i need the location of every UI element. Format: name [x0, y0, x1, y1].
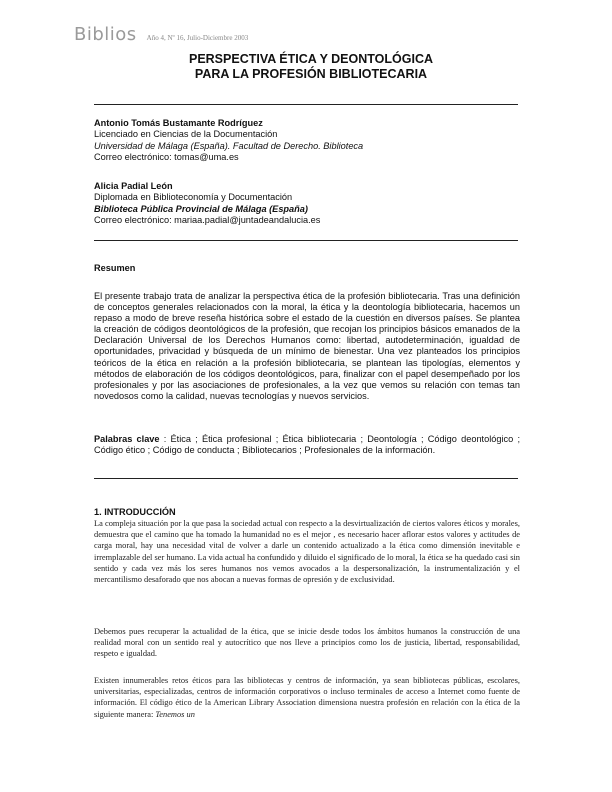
- keywords: [94, 434, 520, 456]
- journal-header: [74, 24, 248, 45]
- keywords-label: Palabras clave: [94, 434, 160, 444]
- title-line-2: PARA LA PROFESIÓN BIBLIOTECARIA: [194, 67, 428, 81]
- author-degree: Licenciado en Ciencias de la Documentación: [94, 129, 278, 140]
- author-affiliation: Biblioteca Pública Provincial de Málaga (España): [94, 203, 308, 214]
- middle-divider: [94, 240, 518, 241]
- author-block-2: [94, 181, 520, 227]
- issue-info: Año 4, Nº 16, Julio-Diciembre 2003: [146, 34, 249, 42]
- abstract-text: El presente trabajo trata de analizar la perspectiva ética de la profesión bibliotecaria. Tras una definición de conceptos generales relacionados con la moral, la ética y la deontología bibliotecaria, hacemos un repaso a modo de breve reseña histórica sobre el estado de la cuestión en diversos países. Se plantea la creación de códigos deontológicos de la profesión, que recojan los principios básicos emanados de la Declaración Universal de los Derechos Humanos como: libertad, autodeterminación, igualdad de oportunidades, privacidad y búsqueda de un mínimo de bienestar. Una vez planteados los principios teóricos de la ética en relación a la profesión bibliotecaria, se plantean las tipologías, elementos y métodos de elaboración de los códigos deontológicos, para, finalizar con el papel desempeñado por los profesionales y por las asociaciones de profesionales, a la vez que vemos su relación con temas tan novedosos como la calidad, nuevas tecnologías y nuevos servicios.: [94, 291, 520, 401]
- author-name: Alicia Padial León: [94, 181, 173, 191]
- author-block-1: [94, 118, 520, 164]
- journal-logo: Biblios: [74, 24, 137, 45]
- top-divider: [94, 104, 518, 105]
- body-paragraph-1: La compleja situación por la que pasa la sociedad actual con respecto a la desvirtualización de ciertos valores éticos y morales, demuestra que el camino que ha tomado la humanidad no es el mejor , es necesario hacer aflorar estos valores y actitudes de carga moral, hay una necesidad vital de volver a darle un contenido actualizado a la ética como dimensión inevitable e irremplazable del ser humano. La vida actual ha confundido y diluido el significado de lo moral, la ética se ha quedado casi sin sentido y cada vez más los seres humanos nos vemos avocados a la despersonalización, la instrumentalización y el mercantilismo desaforado que nos abocan a nuevas formas de opresión y de exclusividad.: [94, 519, 520, 585]
- paper-title: [74, 52, 548, 82]
- author-degree: Diplomada en Biblioteconomía y Documentación: [94, 192, 293, 203]
- body-paragraph-2: Debemos pues recuperar la actualidad de la ética, que se inicie desde todos los ámbitos humanos la construcción de una realidad moral con un sentido real y autocrítico que nos lleve a principios como los de justicia, libertad, responsabilidad, respeto e igualdad.: [94, 627, 520, 659]
- abstract-heading: Resumen: [94, 263, 136, 273]
- author-name: Antonio Tomás Bustamante Rodríguez: [94, 118, 263, 128]
- body-paragraph-3: [94, 675, 520, 720]
- title-line-1: PERSPECTIVA ÉTICA Y DEONTOLÓGICA: [188, 52, 434, 66]
- bottom-divider: [94, 478, 518, 479]
- paragraph-text: Existen innumerables retos éticos para las bibliotecas y centros de información, ya sean bibliotecas públicas, escolares, universitarias, especializadas, centros de información corporativos o incluso terminales de acceso a Internet como fuente de información. El código ético de la American Library Association dimensiona nuestra profesión en relación con la ética de la siguiente manera:: [94, 676, 520, 719]
- quote-start: Tenemos un: [155, 709, 195, 719]
- section-heading: 1. INTRODUCCIÓN: [94, 507, 176, 517]
- author-email: Correo electrónico: tomas@uma.es: [94, 152, 239, 163]
- author-affiliation: Universidad de Málaga (España). Facultad de Derecho. Biblioteca: [94, 140, 364, 151]
- keywords-list: : Ética ; Ética profesional ; Ética bibliotecaria ; Deontología ; Código deontológico ; Código ético ; Código de conducta ; Bibliotecarios ; Profesionales de la información.: [94, 434, 520, 456]
- author-email: Correo electrónico: mariaa.padial@juntadeandalucia.es: [94, 215, 321, 226]
